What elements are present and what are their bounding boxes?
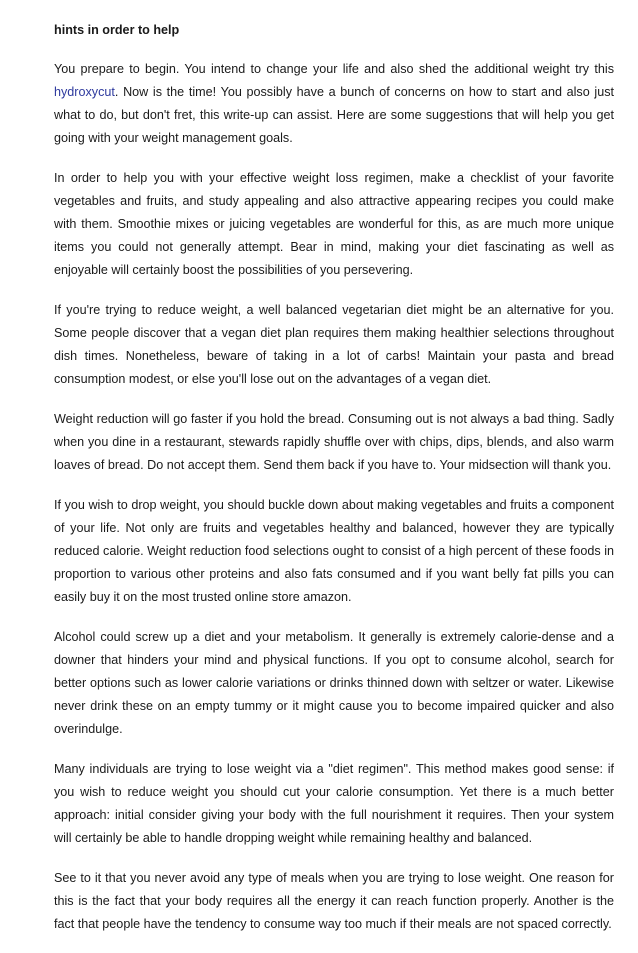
paragraph-vegetarian: If you're trying to reduce weight, a well balanced vegetarian diet might be an alternative for you. Some people discover that a vegan diet plan requires them making healthier selections throughout dish times. Nonetheless, beware of taking in a lot of carbs! Maintain your pasta and bread consumption modest, or else you'll lose out on the advantages of a vegan diet. [54, 303, 614, 386]
paragraph-meals: See to it that you never avoid any type of meals when you are trying to lose weight. One reason for this is the fact that your body requires all the energy it can reach function properly. Another is the fact that people have the tendency to consume way too much if their meals are not spaced correctly. [54, 871, 614, 931]
paragraph-intro-text-after: . Now is the time! You possibly have a bunch of concerns on how to start and also just what to do, but don't fret, this write-up can assist. Here are some suggestions that will help you get going with your weight management goals. [54, 85, 614, 145]
document-page [54, 20, 614, 953]
paragraph-checklist: In order to help you with your effective weight loss regimen, make a checklist of your favorite vegetables and fruits, and study appealing and also attractive appearing recipes you could make with them. Smoothie mixes or juicing vegetables are wonderful for this, as are much more unique items you could not generally attempt. Bear in mind, making your diet fascinating as well as enjoyable will certainly boost the possibilities of you persevering. [54, 171, 614, 277]
paragraph-fruits-vegetables: If you wish to drop weight, you should buckle down about making vegetables and fruits a component of your life. Not only are fruits and vegetables healthy and balanced, however they are typically reduced calorie. Weight reduction food selections ought to consist of a high percent of these foods in proportion to various other proteins and also fats consumed and if you want belly fat pills you can easily buy it on the most trusted online store amazon. [54, 498, 614, 604]
paragraph-intro [54, 58, 614, 150]
paragraph-bread: Weight reduction will go faster if you hold the bread. Consuming out is not always a bad thing. Sadly when you dine in a restaurant, stewards rapidly shuffle over with chips, dips, blends, and also warm loaves of bread. Do not accept them. Send them back if you have to. Your midsection will thank you. [54, 412, 614, 472]
hydroxycut-link[interactable]: hydroxycut [54, 85, 115, 99]
paragraph-diet-regimen: Many individuals are trying to lose weight via a "diet regimen". This method makes good sense: if you wish to reduce weight you should cut your calorie consumption. Yet there is a much better approach: initial consider giving your body with the full nourishment it requires. Then your system will certainly be able to handle dropping weight while remaining healthy and balanced. [54, 762, 614, 845]
article-heading: hints in order to help [54, 23, 180, 37]
paragraph-intro-text-before: You prepare to begin. You intend to change your life and also shed the additional weight try this [54, 62, 614, 76]
paragraph-alcohol: Alcohol could screw up a diet and your metabolism. It generally is extremely calorie-dense and a downer that hinders your mind and physical functions. If you opt to consume alcohol, search for better options such as lower calorie variations or drinks thinned down with seltzer or water. Likewise never drink these on an empty tummy or it might cause you to become impaired quicker and also overindulge. [54, 630, 614, 736]
